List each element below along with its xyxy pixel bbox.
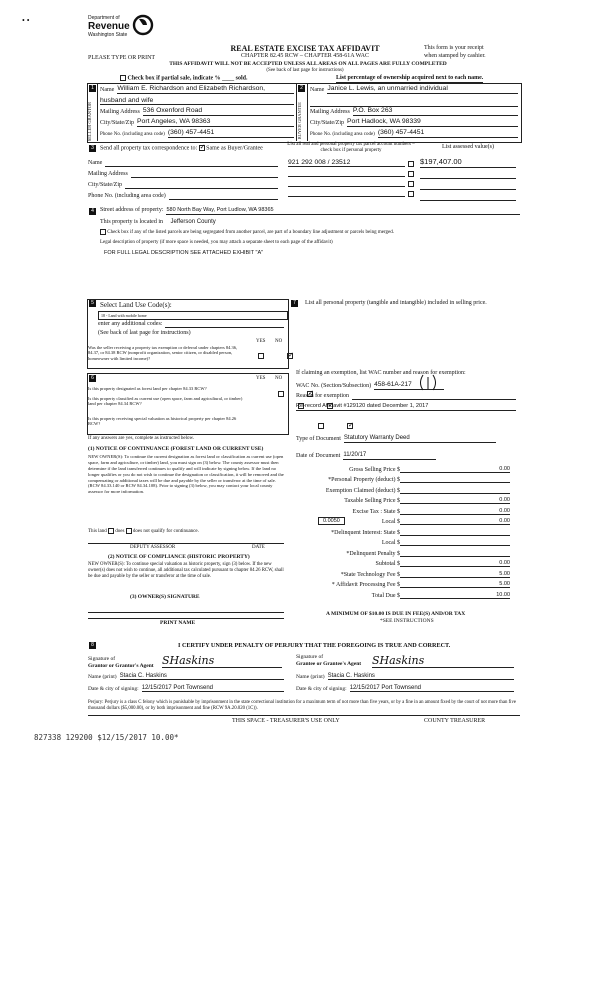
current-use-question: Is this property classified as current use (open space, farm and agricultural, or timber) land per chapter 84.34 RCW?	[88, 396, 243, 407]
section-6-badge: 6	[89, 375, 96, 382]
tax-line-value[interactable]	[400, 486, 510, 494]
tax-line	[296, 504, 510, 515]
section-1-badge: 1	[89, 85, 96, 92]
personal-property-checkbox-4[interactable]	[408, 191, 414, 197]
tax-line-label: Subtotal $	[375, 561, 400, 567]
does-not-label: does not qualify for continuance.	[132, 529, 199, 535]
grantee-sig-label	[296, 654, 361, 667]
grantee-name-label: Name (print)	[296, 674, 325, 680]
tax-line-label: * Affidavit Processing Fee $	[331, 582, 400, 588]
land-label: This land	[88, 529, 107, 535]
section-4-badge: 4	[89, 208, 96, 215]
tax-line-label: Total Due $	[371, 592, 400, 599]
tax-line-label: *Delinquent Interest: State $	[331, 529, 400, 536]
tax-line-value[interactable]: 0.00	[400, 466, 510, 473]
tax-lines	[296, 462, 510, 599]
buyer-side-label: BUYER GRANTEE	[297, 102, 302, 140]
reason-field[interactable]	[352, 392, 516, 400]
logo-name: Revenue	[88, 20, 130, 32]
parcel-field-2[interactable]	[288, 169, 405, 177]
parcel-field-4[interactable]	[288, 189, 405, 197]
grantee-signature[interactable]: SHaskins	[372, 654, 514, 668]
section-7-badge: 7	[291, 300, 298, 307]
seller-phone-label: Phone No. (including area code)	[100, 132, 165, 138]
parcel-header: List all real and personal property tax parcel account numbers – check box if personal property	[287, 142, 415, 153]
section-5-badge: 5	[89, 300, 96, 307]
assessed-value-field-4[interactable]	[420, 190, 516, 201]
exemption-yes-checkbox[interactable]	[258, 353, 264, 359]
grantor-signature[interactable]: SHaskins	[162, 654, 282, 668]
any-yes-note: If any answers are yes, complete as instructed below.	[88, 436, 195, 441]
assessed-value-header: List assessed value(s)	[442, 144, 494, 150]
buyer-mailing-label: Mailing Address	[310, 108, 350, 115]
excise-rate-box: 0.0050	[318, 517, 345, 525]
tax-line	[296, 494, 510, 505]
grantor-date-field[interactable]: 12/15/2017 Port Townsend	[142, 685, 284, 692]
parcel-list	[288, 157, 414, 197]
legal-desc-value[interactable]: FOR FULL LEGAL DESCRIPTION SEE ATTACHED EXHIBIT "A"	[104, 250, 264, 256]
seller-mailing-row	[100, 107, 294, 116]
same-as-buyer-label: Same as Buyer/Grantee	[206, 145, 263, 152]
wac-field[interactable]: 458-61A-217	[374, 381, 444, 390]
land-qualify-row	[88, 528, 199, 534]
form-warning: THIS AFFIDAVIT WILL NOT BE ACCEPTED UNLESS ALL AREAS ON ALL PAGES ARE FULLY COMPLETED	[169, 61, 447, 67]
historic-notice-title: (2) NOTICE OF COMPLIANCE (HISTORIC PROPERTY)	[108, 554, 250, 560]
tax-line	[296, 588, 510, 599]
partial-sale-checkbox[interactable]	[120, 75, 126, 81]
tax-line	[296, 567, 510, 578]
tax-line-value[interactable]: 5.00	[400, 571, 510, 578]
parcel-field-3[interactable]	[288, 179, 405, 187]
doc-date-label: Date of Document	[296, 453, 341, 459]
doc-type-row	[296, 435, 496, 443]
tax-line-value[interactable]: 5.00	[400, 581, 510, 588]
tax-line-value[interactable]	[400, 528, 510, 536]
perjury-note: Perjury: Perjury is a class C felony which is punishable by imprisonment in the state correctional institution for a maximum term of not more than five years, or by a fine in an amount fixed by the court of not more than five thousand dollars ($5,000.00), or by both imprisonment and fine (RCW 9A.20.020 (1C)).	[88, 700, 517, 712]
exemption-claim-label: If claiming an exemption, list WAC number and reason for exemption:	[296, 370, 466, 376]
s3-city-label: City/State/Zip	[88, 181, 122, 188]
ownership-pct-note: List percentage of ownership acquired next to each name.	[336, 75, 483, 83]
tax-line	[296, 525, 510, 536]
buyer-city-field[interactable]: Port Hadlock, WA 98339	[347, 118, 518, 127]
s5-yes-header: YES	[256, 339, 266, 344]
tax-line-value[interactable]: 0.00	[400, 497, 510, 504]
doc-date-field[interactable]: 11/20/17	[343, 452, 436, 460]
deputy-assessor-label: DEPUTY ASSESSOR	[130, 545, 176, 550]
seller-mailing-label: Mailing Address	[100, 108, 140, 115]
grantee-name-row	[296, 673, 514, 680]
stray-marks: • •	[22, 16, 30, 25]
buyer-name-field[interactable]: Janice L. Lewis, an unmarried individual	[327, 85, 518, 94]
street-label: Street address of property:	[100, 207, 164, 214]
buyer-phone-row	[310, 129, 518, 138]
wac-row	[296, 381, 516, 390]
grantor-sig-label-1: Signature of	[88, 656, 116, 662]
s3-phone-row	[88, 192, 278, 200]
buyer-phone-field[interactable]: (360) 457-4451	[378, 129, 518, 138]
located-label: This property is located in	[100, 219, 163, 225]
county-treasurer: COUNTY TREASURER	[424, 718, 486, 724]
land-use-select[interactable]: 18 - Land with mobile home	[98, 311, 288, 320]
logo-dept: Department of	[88, 15, 120, 21]
section-2-badge: 2	[298, 85, 305, 92]
forest-yes-checkbox[interactable]	[278, 391, 284, 397]
partial-sale-label: Check box if partial sale, indicate % ____ sold.	[127, 75, 248, 82]
tax-line-label: *Delinquent Penalty $	[346, 550, 400, 557]
doc-type-label: Type of Document	[296, 436, 341, 442]
assessed-value-field[interactable]: $197,407.00	[420, 157, 516, 168]
seller-name-row	[100, 85, 294, 94]
same-as-buyer-checkbox[interactable]	[199, 145, 205, 151]
s3-phone-label: Phone No. (including area code)	[88, 192, 166, 199]
historic-notice-body: NEW OWNER(S): To continue special valuation as historic property, sign (3) below. If the new owner(s) does not wish to continue, all additional tax calculated pursuant to chapter 84.26 RCW, shall be due and payable by the seller or transferor at the time of sale.	[88, 562, 284, 579]
s3-name-row	[88, 159, 278, 167]
does-label: does	[115, 529, 125, 535]
tax-line	[296, 536, 510, 547]
see-instructions: *SEE INSTRUCTIONS	[380, 618, 434, 624]
section-8-badge: 8	[89, 642, 96, 649]
grantor-date-label: Date & city of signing:	[88, 686, 139, 692]
grantor-name-field[interactable]: Stacia C. Haskins	[120, 673, 284, 680]
tax-line-value[interactable]: 0.00	[400, 560, 510, 567]
receipt-note-2: when stamped by cashier.	[424, 53, 486, 59]
receipt-note-1: This form is your receipt	[424, 45, 484, 51]
s3-name-field[interactable]	[105, 159, 278, 167]
seller-phone-field[interactable]: (360) 457-4451	[168, 129, 294, 138]
seller-mailing-field[interactable]: 536 Oxenford Road	[143, 107, 294, 116]
legal-desc-label: Legal description of property (if more space is needed, you may attach a separate sheet to each page of the affidavit)	[100, 240, 333, 245]
seller-city-row	[100, 118, 294, 127]
doc-date-row	[296, 452, 436, 460]
s5-see-back: (See back of last page for instructions)	[98, 330, 191, 336]
additional-codes-row	[98, 320, 284, 328]
grantee-name-field[interactable]: Stacia C. Haskins	[328, 673, 514, 680]
tax-line-value[interactable]: 0.00	[400, 518, 510, 525]
grantee-date-field[interactable]: 12/15/2017 Port Townsend	[350, 685, 514, 692]
seller-name-field-2[interactable]: husband and wife	[100, 97, 294, 105]
personal-property-checkbox-2[interactable]	[408, 171, 414, 177]
historic-no-checkbox[interactable]	[347, 423, 353, 429]
deputy-date-label: DATE	[252, 545, 265, 550]
grantor-sig-label-2: Grantor or Grantor's Agent	[88, 662, 154, 669]
assessed-value-list	[420, 157, 516, 201]
buyer-phone-label: Phone No. (including area code)	[310, 132, 375, 138]
does-not-checkbox[interactable]	[126, 528, 132, 534]
historic-question: Is this property receiving special valuation as historical property per chapter 84.26 RCW?	[88, 416, 237, 427]
notice-body: NEW OWNER(S): To continue the current designation as forest land or classification as current use (open space, farm and agriculture, or timber) land, you must sign on (3) below. The county assessor must then determine if the land transferred continues to qualify and will indicate by signing below. If the land no longer qualifies or you do not wish to continue the designation or classification, it will be removed and the compensating or additional taxes will be due and payable by the seller or transferor at the time of sale. (RCW 84.33.140 or RCW 84.34.108). Prior to signing (3) below, you may contact your local county assessor for more information.	[88, 454, 284, 495]
section-3-badge: 3	[89, 145, 96, 152]
tax-line-value[interactable]	[400, 549, 510, 557]
print-name-label: PRINT NAME	[160, 620, 196, 626]
tax-line-label: *State Technology Fee $	[340, 571, 400, 578]
logo-state: Washington State	[88, 31, 128, 38]
tax-line	[296, 473, 510, 484]
tax-line	[296, 483, 510, 494]
personal-property-checkbox-3[interactable]	[408, 181, 414, 187]
exemption-question: Was the seller receiving a property tax exemption or deferral under chapters 84.36, 84.37, or 84.38 RCW (nonprofit organization, senior citizen, or disabled person, homeowner with limited income)?	[88, 345, 238, 361]
certify-statement: I CERTIFY UNDER PENALTY OF PERJURY THAT THE FOREGOING IS TRUE AND CORRECT.	[178, 642, 451, 649]
buyer-mailing-row	[310, 107, 518, 116]
seller-city-field[interactable]: Port Angeles, WA 98363	[137, 118, 294, 127]
s3-mailing-field[interactable]	[131, 170, 278, 178]
assessed-value-field-3[interactable]	[420, 179, 516, 190]
tax-line-label: Exemption Claimed (deduct) $	[325, 487, 400, 494]
type-note: PLEASE TYPE OR PRINT	[88, 55, 156, 61]
assessed-value-field-2[interactable]	[420, 168, 516, 179]
grantor-sig-label	[88, 656, 154, 669]
doc-type-field[interactable]: Statutory Warranty Deed	[344, 435, 496, 443]
rerecord-note[interactable]: Re-record Affidavit #129120 dated December 1, 2017	[296, 403, 429, 409]
grantor-name-label: Name (print)	[88, 674, 117, 680]
reason-label: Reason for exemption	[296, 392, 349, 399]
buyer-city-label: City/State/Zip	[310, 119, 344, 126]
tax-line	[296, 462, 510, 473]
segregated-label: Check box if any of the listed parcels are being segregated from another parcel, are part of a boundary line adjustment or parcels being merged.	[107, 230, 394, 236]
form-title: REAL ESTATE EXCISE TAX AFFIDAVIT	[230, 44, 380, 53]
tax-line	[296, 546, 510, 557]
located-row	[100, 219, 216, 226]
grantee-date-label: Date & city of signing:	[296, 686, 347, 692]
grantee-sig-label-1: Signature of	[296, 654, 324, 660]
s6-yes-header: YES	[256, 376, 266, 381]
buyer-name-label: Name	[310, 86, 325, 93]
additional-codes-field[interactable]	[165, 320, 284, 328]
s3-city-field[interactable]	[125, 181, 278, 189]
personal-property-note: List all personal property (tangible and intangible) included in selling price.	[305, 300, 487, 306]
forest-question: Is this property designated as forest land per chapter 84.33 RCW?	[88, 386, 207, 391]
dor-logo	[88, 16, 158, 38]
personal-property-checkbox[interactable]	[408, 161, 414, 167]
treasurer-space: THIS SPACE - TREASURER'S USE ONLY	[232, 718, 340, 724]
tax-line-value[interactable]: 10.00	[400, 592, 510, 599]
wac-label: WAC No. (Section/Subsection)	[296, 382, 372, 389]
does-checkbox[interactable]	[108, 528, 114, 534]
treasurer-stamp: 827338 129200 $12/15/2017 10.00*	[34, 733, 179, 742]
send-correspondence	[100, 145, 263, 153]
county-field[interactable]: Jefferson County	[170, 219, 216, 225]
buyer-name-row	[310, 85, 518, 94]
segregated-row	[100, 229, 520, 235]
exemption-no-checkbox[interactable]	[287, 353, 293, 359]
grantor-name-row	[88, 673, 284, 680]
seller-name-field[interactable]: William E. Richardson and Elizabeth Richardson,	[117, 85, 294, 94]
grantor-date-row	[88, 685, 284, 692]
buyer-city-row	[310, 118, 518, 127]
see-back-note: (See back of last page for instructions)	[266, 68, 344, 73]
partial-sale	[120, 75, 248, 83]
reason-row	[296, 392, 516, 400]
s3-city-row	[88, 181, 278, 189]
tax-line-label: Gross Selling Price $	[349, 466, 400, 473]
tax-line	[296, 557, 510, 568]
grantee-sig-label-2: Grantee or Grantee's Agent	[296, 660, 362, 667]
revenue-logo-icon	[132, 14, 154, 36]
s3-phone-field[interactable]	[169, 192, 278, 200]
segregated-checkbox[interactable]	[100, 229, 106, 235]
seller-side-label: SELLER GRANTOR	[87, 102, 92, 142]
tax-line-label: Local $	[381, 519, 400, 525]
minimum-note: A MINIMUM OF $10.00 IS DUE IN FEE(S) AND/OR TAX	[326, 611, 466, 617]
notice-title: (1) NOTICE OF CONTINUANCE (FOREST LAND OR CURRENT USE)	[88, 446, 264, 452]
seller-name-label: Name	[100, 86, 115, 93]
tax-line-label: *Personal Property (deduct) $	[328, 477, 400, 483]
form-chapter: CHAPTER 82.45 RCW – CHAPTER 458-61A WAC	[241, 53, 369, 59]
grantee-date-row	[296, 685, 514, 692]
historic-yes-checkbox[interactable]	[318, 423, 324, 429]
send-label: Send all property tax correspondence to:	[100, 145, 198, 152]
s6-no-header: NO	[275, 376, 283, 381]
tax-line-value[interactable]	[400, 538, 510, 546]
s3-mailing-row	[88, 170, 278, 178]
seller-city-label: City/State/Zip	[100, 119, 134, 126]
additional-codes-label: enter any additional codes:	[98, 320, 163, 327]
street-field[interactable]: 580 North Bay Way, Port Ludlow, WA 98365	[166, 207, 520, 215]
tax-line-label: Local $	[381, 540, 400, 546]
tax-line-value[interactable]: 0.00	[400, 508, 510, 515]
tax-line-label: Excise Tax : State $	[352, 508, 400, 515]
s5-no-header: NO	[275, 339, 283, 344]
tax-line	[296, 515, 510, 526]
land-use-label: Select Land Use Code(s):	[100, 301, 172, 309]
buyer-mailing-field[interactable]: P.O. Box 263	[353, 107, 518, 116]
tax-line	[296, 578, 510, 589]
tax-line-value[interactable]	[400, 475, 510, 483]
parcel-field[interactable]: 921 292 008 / 23512	[288, 159, 405, 167]
handwritten-circle-mark-icon	[417, 374, 439, 392]
tax-line-label: Taxable Selling Price $	[344, 498, 400, 504]
s3-mailing-label: Mailing Address	[88, 170, 128, 177]
seller-phone-row	[100, 129, 294, 138]
owner-signature-label: (3) OWNER(S) SIGNATURE	[130, 594, 200, 600]
street-row	[100, 207, 520, 215]
s3-name-label: Name	[88, 159, 103, 166]
